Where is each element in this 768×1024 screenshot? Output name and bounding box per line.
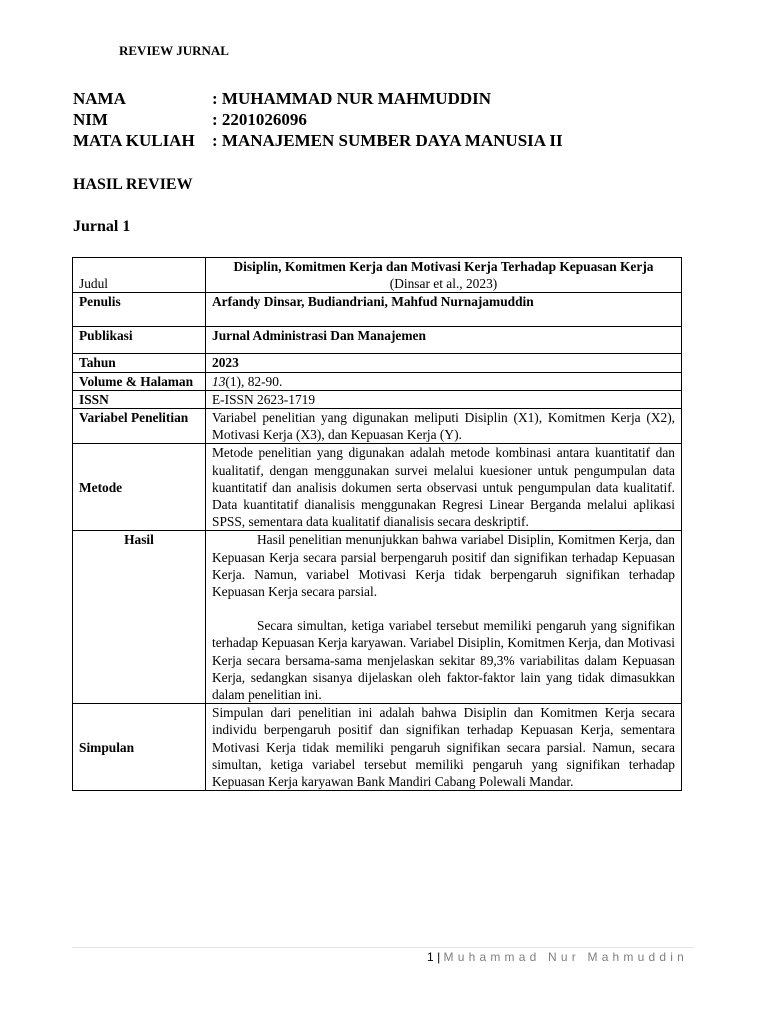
row-value: Simpulan dari penelitian ini adalah bahwa Disiplin dan Komitmen Kerja secara individu berpengaruh positif dan signifikan terhadap Kepuasan Kerja, sementara Motivasi Kerja tidak memiliki pengaruh signifikan secara parsial. Namun, secara simultan, ketiga variabel tersebut memiliki pengaruh yang signifikan terhadap Kepuasan Kerja karyawan Bank Mandiri Cabang Polewali Mandar. xyxy=(206,704,682,791)
table-row-volume xyxy=(73,372,682,390)
row-label: Volume & Halaman xyxy=(73,372,206,390)
row-value xyxy=(206,531,682,704)
footer-divider xyxy=(72,947,694,948)
identity-row-mata-kuliah xyxy=(73,130,563,151)
table-row-tahun xyxy=(73,354,682,372)
row-label: ISSN xyxy=(73,390,206,408)
table-row-publikasi xyxy=(73,327,682,354)
row-value: Arfandy Dinsar, Budiandriani, Mahfud Nurnajamuddin xyxy=(206,293,682,327)
row-value: Variabel penelitian yang digunakan meliputi Disiplin (X1), Komitmen Kerja (X2), Motivasi Kerja (X3), dan Kepuasan Kerja (Y). xyxy=(206,409,682,444)
row-value: 2023 xyxy=(206,354,682,372)
citation-text: (Dinsar et al., 2023) xyxy=(389,276,498,292)
volume-number: 13 xyxy=(212,373,226,389)
hasil-paragraph-1: Hasil penelitian menunjukkan bahwa variabel Disiplin, Komitmen Kerja, dan Kepuasan Kerja secara parsial berpengaruh positif dan signifikan terhadap Kepuasan Kerja. Namun, variabel Motivasi Kerja tidak berpengaruh signifikan terhadap Kepuasan Kerja secara parsial. xyxy=(212,532,675,600)
page-number: 1 xyxy=(427,950,434,964)
row-label: Simpulan xyxy=(73,704,206,791)
identity-value: : MANAJEMEN SUMBER DAYA MANUSIA II xyxy=(212,131,563,150)
row-value: Jurnal Administrasi Dan Manajemen xyxy=(206,327,682,354)
row-label: Hasil xyxy=(73,531,206,704)
journal-heading: Jurnal 1 xyxy=(73,218,131,235)
footer-author: Muhammad Nur Mahmuddin xyxy=(443,950,688,964)
row-label: Publikasi xyxy=(73,327,206,354)
row-label: Tahun xyxy=(73,354,206,372)
issue-pages: (1), 82-90. xyxy=(225,373,283,389)
page-footer xyxy=(427,950,688,964)
article-title-text: Disiplin, Komitmen Kerja dan Motivasi Kerja Terhadap Kepuasan Kerja xyxy=(233,259,654,274)
review-table xyxy=(72,257,682,791)
hasil-paragraph-2: Secara simultan, ketiga variabel tersebut memiliki pengaruh yang signifikan terhadap Kepuasan Kerja karyawan. Variabel Disiplin, Komitmen Kerja, dan Motivasi Kerja secara bersama-sama menjelaskan sekitar 89,3% variabilitas dalam Kepuasan Kerja, sedangkan sisanya dijelaskan oleh faktor-faktor lain yang tidak dimasukkan dalam penelitian ini. xyxy=(212,618,675,703)
row-value: Metode penelitian yang digunakan adalah metode kombinasi antara kuantitatif dan kualitatif, dengan menggunakan survei melalui kuesioner untuk pengumpulan data kuantitatif dan analisis dokumen serta observasi untuk pengumpulan data kualitatif. Data kuantitatif dianalisis menggunakan Regresi Linear Berganda melalui aplikasi SPSS, sementara data kualitatif dianalisis secara deskriptif. xyxy=(206,444,682,531)
table-row-variabel xyxy=(73,409,682,444)
document-title: REVIEW JURNAL xyxy=(119,43,229,58)
identity-value: : 2201026096 xyxy=(212,110,307,129)
row-label: Penulis xyxy=(73,293,206,327)
table-row-simpulan xyxy=(73,704,682,791)
row-value: E-ISSN 2623-1719 xyxy=(206,390,682,408)
identity-label: NIM xyxy=(73,110,108,129)
identity-row-nama xyxy=(73,88,563,109)
identity-block xyxy=(73,88,563,151)
table-row-hasil xyxy=(73,531,682,704)
table-row-metode xyxy=(73,444,682,531)
row-value xyxy=(206,372,682,390)
identity-label: NAMA xyxy=(73,89,126,108)
journal-article-title xyxy=(206,258,682,293)
identity-value: : MUHAMMAD NUR MAHMUDDIN xyxy=(212,89,492,108)
table-row-issn xyxy=(73,390,682,408)
footer-separator: | xyxy=(433,950,444,964)
table-row-penulis xyxy=(73,293,682,327)
table-row-judul xyxy=(73,258,682,293)
identity-row-nim xyxy=(73,109,563,130)
row-label: Metode xyxy=(73,444,206,531)
row-label: Variabel Penelitian xyxy=(73,409,206,444)
section-title: HASIL REVIEW xyxy=(73,176,193,193)
identity-label: MATA KULIAH xyxy=(73,131,195,150)
row-label: Judul xyxy=(73,258,206,293)
